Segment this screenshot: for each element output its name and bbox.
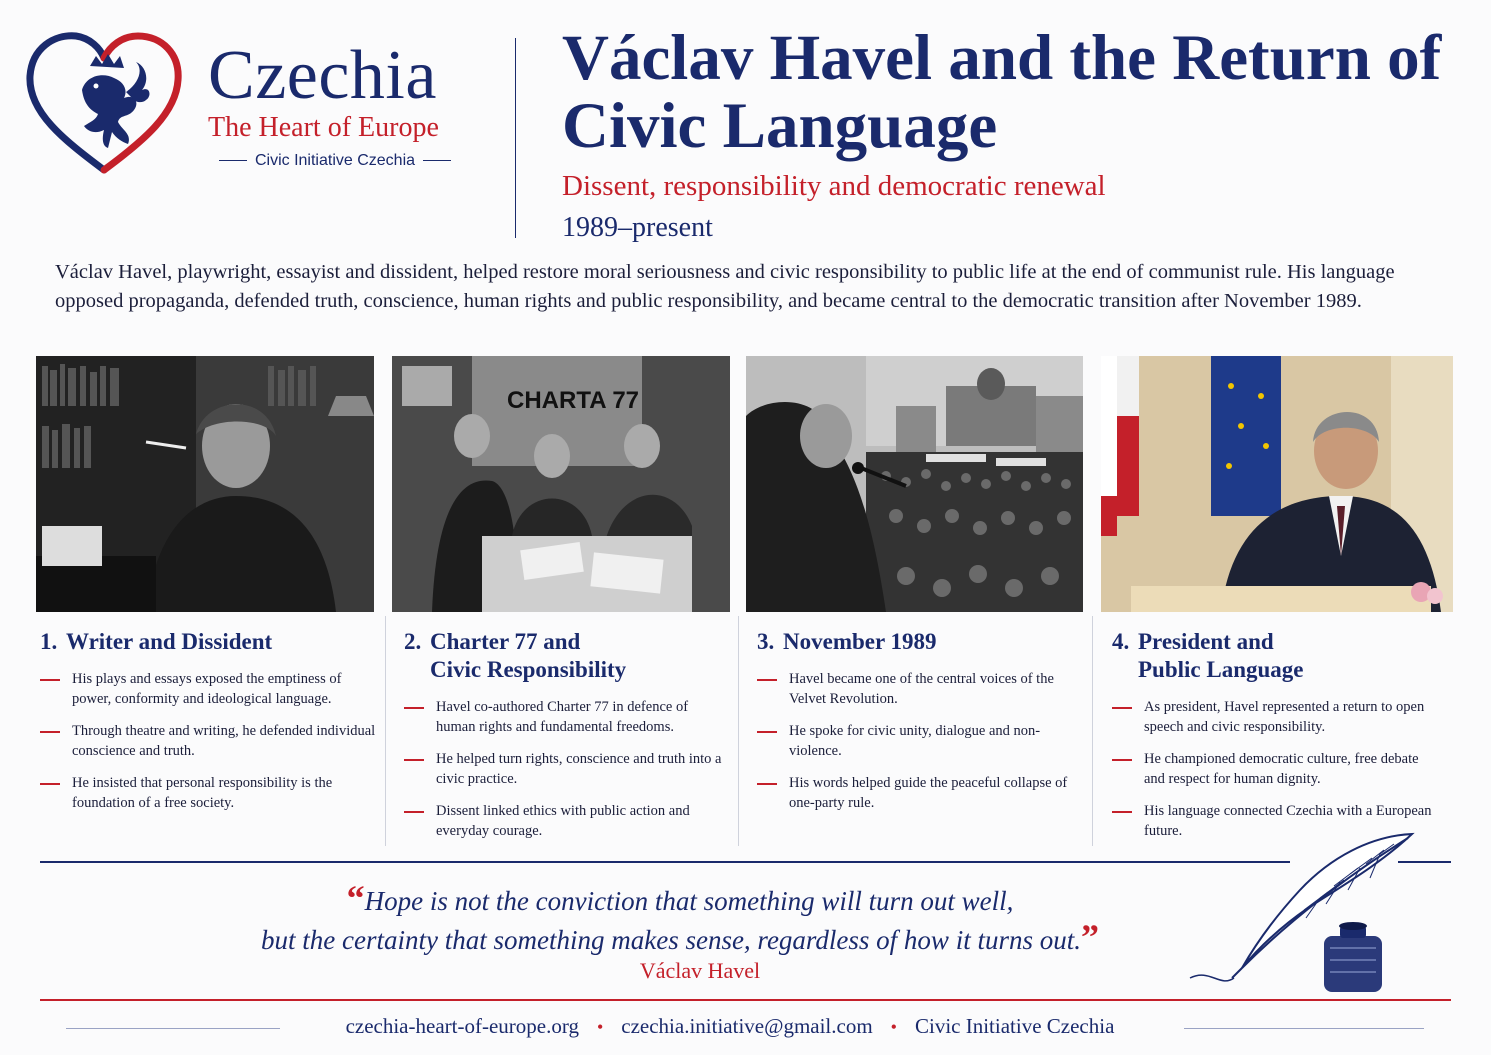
section-title bbox=[1112, 628, 1442, 684]
list-item: His words helped guide the peaceful collapse of one-party rule. bbox=[757, 774, 1077, 813]
brand-organization-label: Civic Initiative Czechia bbox=[254, 152, 416, 169]
section-number: 2. bbox=[404, 629, 422, 654]
quill-inkwell-icon bbox=[1180, 828, 1430, 998]
quote-line-2: but the certainty that something makes sense, regardless of how it turns out. bbox=[261, 925, 1081, 955]
footer-rule bbox=[66, 1028, 280, 1029]
section-title-text: November 1989 bbox=[783, 629, 937, 654]
separator-dot: • bbox=[890, 1017, 897, 1037]
intro-paragraph: Václav Havel, playwright, essayist and dissident, helped restore moral seriousness and civic responsibility to public life at the end of communist rule. His language opposed propaganda, defended truth, conscience, human rights and public responsibility, and became central to the democratic transition after November 1989. bbox=[55, 261, 1395, 312]
column-divider bbox=[385, 616, 386, 846]
list-item: He helped turn rights, conscience and truth into a civic practice. bbox=[404, 750, 724, 789]
column-divider bbox=[1092, 616, 1093, 846]
section-title-text: President and bbox=[1138, 629, 1274, 654]
close-quote-mark: ” bbox=[1080, 917, 1099, 957]
divider bbox=[219, 160, 247, 161]
list-item: Dissent linked ethics with public action and everyday courage. bbox=[404, 802, 724, 841]
column-divider bbox=[738, 616, 739, 846]
brand-name: Czechia bbox=[208, 37, 437, 114]
poster-text: CHARTA 77 bbox=[507, 387, 640, 414]
section-title bbox=[404, 628, 724, 684]
list-item: As president, Havel represented a return to open speech and civic responsibility. bbox=[1112, 698, 1442, 737]
brand-organization bbox=[200, 152, 470, 170]
brand-tagline: The Heart of Europe bbox=[208, 112, 439, 143]
section-november-1989 bbox=[757, 628, 1077, 826]
page-subtitle: Dissent, responsibility and democratic renewal bbox=[562, 170, 1106, 202]
list-item: His plays and essays exposed the emptiness of power, conformity and ideological language. bbox=[40, 670, 380, 709]
list-item: He insisted that personal responsibility is the foundation of a free society. bbox=[40, 774, 380, 813]
section-number: 4. bbox=[1112, 629, 1130, 654]
footer bbox=[280, 1014, 1180, 1039]
section-president bbox=[1112, 628, 1442, 854]
photo-charter-77-meeting bbox=[392, 356, 730, 612]
section-title-text-line2: Public Language bbox=[1138, 657, 1304, 682]
photo-wenceslas-square-crowd bbox=[746, 356, 1083, 612]
footer-rule bbox=[1184, 1028, 1424, 1029]
section-title-text-line2: Civic Responsibility bbox=[430, 657, 627, 682]
section-number: 1. bbox=[40, 629, 58, 654]
section-title-text: Charter 77 and bbox=[430, 629, 581, 654]
section-charter-77 bbox=[404, 628, 724, 854]
list-item: Havel co-authored Charter 77 in defence of human rights and fundamental freedoms. bbox=[404, 698, 724, 737]
photo-writer-at-desk bbox=[36, 356, 374, 612]
quote-line-1: Hope is not the conviction that something will turn out well, bbox=[364, 886, 1014, 916]
section-writer-and-dissident bbox=[40, 628, 380, 826]
section-title bbox=[757, 628, 1077, 656]
separator-dot: • bbox=[596, 1017, 604, 1037]
list-item: Havel became one of the central voices of the Velvet Revolution. bbox=[757, 670, 1077, 709]
list-item: Through theatre and writing, he defended individual conscience and truth. bbox=[40, 722, 380, 761]
photo-president-signing bbox=[1101, 356, 1453, 612]
footer-email-link[interactable]: czechia.initiative@gmail.com bbox=[621, 1014, 873, 1038]
date-range: 1989–present bbox=[562, 212, 713, 243]
section-title-text: Writer and Dissident bbox=[66, 629, 273, 654]
footer-organization: Civic Initiative Czechia bbox=[914, 1014, 1115, 1038]
footer-website-link[interactable]: czechia-heart-of-europe.org bbox=[345, 1014, 579, 1038]
heart-lion-logo-icon bbox=[24, 30, 184, 175]
list-item: He spoke for civic unity, dialogue and non-violence. bbox=[757, 722, 1077, 761]
list-item: He championed democratic culture, free debate and respect for human dignity. bbox=[1112, 750, 1442, 789]
divider bbox=[40, 999, 1451, 1001]
quote-author: Václav Havel bbox=[639, 958, 761, 983]
list-item: His language connected Czechia with a European future. bbox=[1112, 802, 1442, 841]
open-quote-mark: “ bbox=[346, 878, 365, 918]
quote bbox=[220, 880, 1140, 958]
header-divider bbox=[515, 38, 516, 238]
section-title bbox=[40, 628, 380, 656]
divider bbox=[40, 861, 1290, 863]
section-number: 3. bbox=[757, 629, 775, 654]
divider bbox=[423, 160, 451, 161]
page-title: Václav Havel and the Return of Civic Language bbox=[562, 22, 1442, 162]
